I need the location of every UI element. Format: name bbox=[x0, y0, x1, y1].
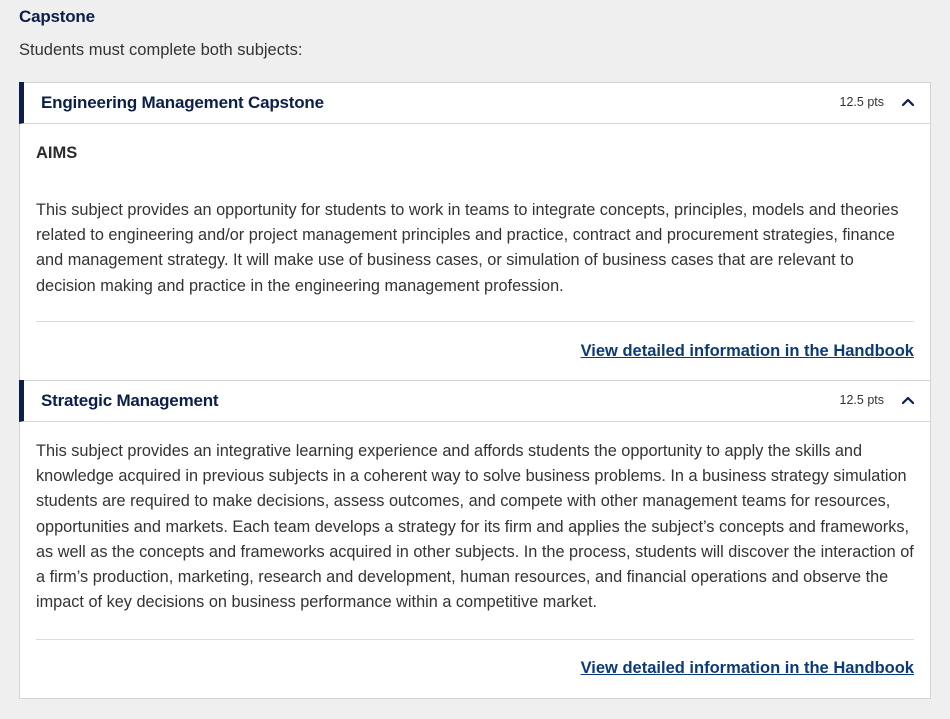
section-intro: Students must complete both subjects: bbox=[19, 41, 303, 59]
subject-card-engineering-management-capstone bbox=[19, 82, 931, 381]
subject-title: Strategic Management bbox=[41, 391, 219, 410]
chevron-up-icon[interactable] bbox=[900, 392, 916, 408]
subject-title: Engineering Management Capstone bbox=[41, 93, 324, 112]
subject-points: 12.5 pts bbox=[839, 393, 884, 407]
divider bbox=[36, 639, 914, 640]
divider bbox=[36, 321, 914, 322]
subject-description: This subject provides an opportunity for students to work in teams to integrate concepts, principles, models and theories related to engineering and/or project management principles and practice, contract and procurement strategies, finance and management strategy. It will make use of business cases, or simulation of business cases that are relevant to decision making and practice in the engineering management profession. bbox=[36, 201, 899, 295]
subject-header[interactable] bbox=[19, 380, 930, 422]
handbook-link[interactable]: View detailed information in the Handbook bbox=[580, 342, 914, 360]
handbook-link[interactable]: View detailed information in the Handbook bbox=[580, 659, 914, 677]
section-title: Capstone bbox=[19, 7, 95, 26]
subject-description: This subject provides an integrative learning experience and affords students the opportunity to apply the skills and knowledge acquired in previous subjects in a coherent way to solve business problems. In a business strategy simulation students are required to make decisions, assess outcomes, and compete with other management teams for resources, opportunities and markets. Each team develops a strategy for its firm and applies the subject’s concepts and frameworks, as well as the concepts and frameworks acquired in other subjects. In the process, students will discover the interaction of a firm’s production, marketing, research and development, human resources, and financial operations and observe the impact of key decisions on business performance within a competitive market. bbox=[36, 442, 914, 612]
subject-card-strategic-management bbox=[19, 380, 931, 699]
aims-heading: AIMS bbox=[36, 144, 78, 162]
chevron-up-icon[interactable] bbox=[900, 94, 916, 110]
subject-points: 12.5 pts bbox=[839, 95, 884, 109]
subject-header[interactable] bbox=[19, 82, 930, 124]
